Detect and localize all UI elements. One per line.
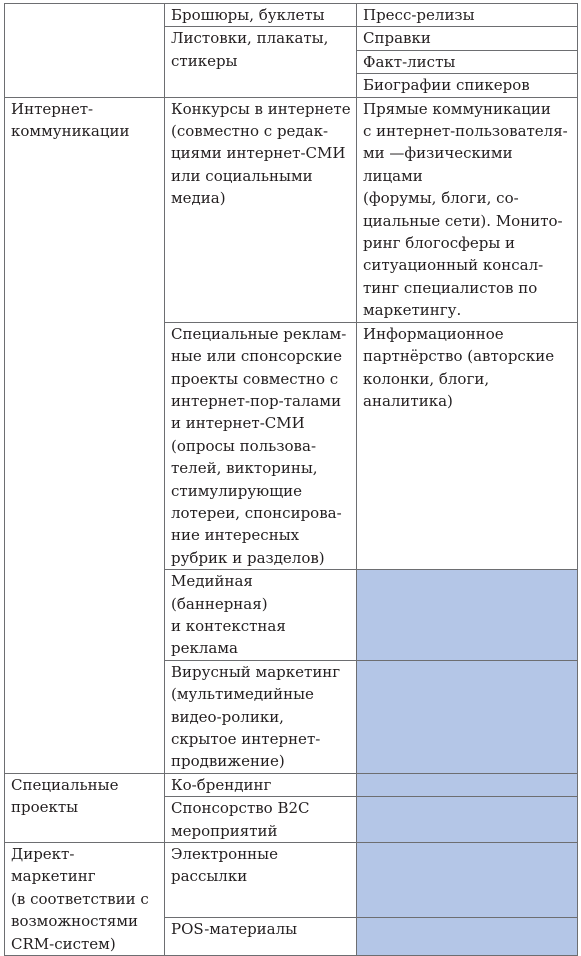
empty-highlight-cell [357, 843, 578, 918]
empty-highlight-cell [357, 570, 578, 661]
table-row [5, 97, 578, 322]
category-cell [5, 4, 165, 98]
table-row [5, 773, 578, 796]
tool-cell: Факт-листы [357, 50, 578, 73]
channel-cell: Специальные реклам- ные или спонсорские проекты совместно с интернет-пор-талами и интернет-СМИ (опросы пользова- телей, викторины, стимулирующие лотереи, спонсирова- ние интересных рубрик и разделов) [165, 322, 357, 569]
channel-cell: Электронные рассылки [165, 843, 357, 918]
table-row [5, 4, 578, 27]
empty-highlight-cell [357, 773, 578, 796]
tool-cell: Биографии спикеров [357, 74, 578, 97]
channel-cell: Ко-брендинг [165, 773, 357, 796]
tool-cell: Пресс-релизы [357, 4, 578, 27]
category-cell: Интернет- коммуникации [5, 97, 165, 773]
tool-cell: Прямые коммуникации с интернет-пользователя- ми —физическими лицами (форумы, блоги, со- циальные сети). Монито- ринг блогосферы и ситуационный консал- тинг специалистов по маркетингу. [357, 97, 578, 322]
tool-cell: Информационное партнёрство (авторские колонки, блоги, аналитика) [357, 322, 578, 569]
channel-cell: Медийная (баннерная) и контекстная реклама [165, 570, 357, 661]
document-page [4, 3, 577, 956]
channel-cell: Спонсорство B2C мероприятий [165, 797, 357, 843]
channel-cell: Конкурсы в интернете (совместно с редак- циями интернет-СМИ или социальными медиа) [165, 97, 357, 322]
channel-cell: Брошюры, буклеты [165, 4, 357, 27]
category-cell: Директ-маркетинг (в соответствии с возможностями CRM-систем) [5, 843, 165, 956]
empty-highlight-cell [357, 797, 578, 843]
channel-cell: Вирусный маркетинг (мультимедийные видео-ролики, скрытое интернет- продвижение) [165, 660, 357, 773]
channels-table [4, 3, 578, 956]
channel-cell: Листовки, плакаты, стикеры [165, 27, 357, 97]
category-cell: Специальные проекты [5, 773, 165, 842]
table-row [5, 843, 578, 918]
empty-highlight-cell [357, 917, 578, 955]
channel-cell: POS-материалы [165, 917, 357, 955]
tool-cell: Справки [357, 27, 578, 50]
empty-highlight-cell [357, 660, 578, 773]
